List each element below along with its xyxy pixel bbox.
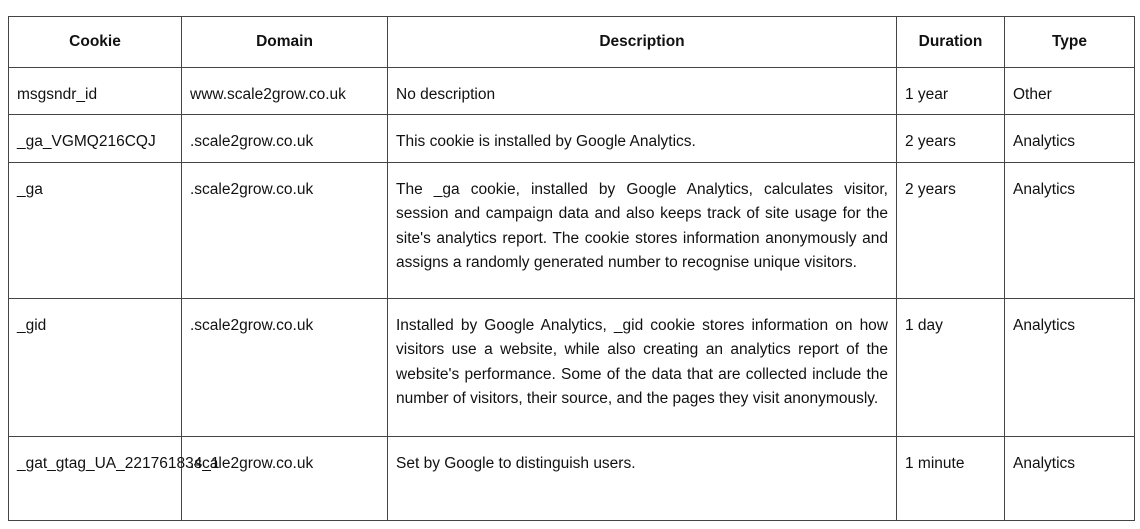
domain-cell: www.scale2grow.co.uk xyxy=(182,68,388,115)
description-cell: This cookie is installed by Google Analytics. xyxy=(388,115,897,163)
header-domain: Domain xyxy=(182,17,388,68)
table-row xyxy=(9,163,1135,299)
type-cell: Analytics xyxy=(1005,115,1135,163)
domain-cell: .scale2grow.co.uk xyxy=(182,437,388,521)
duration-cell: 2 years xyxy=(897,163,1005,299)
domain-cell: .scale2grow.co.uk xyxy=(182,115,388,163)
header-duration: Duration xyxy=(897,17,1005,68)
header-row xyxy=(9,17,1135,68)
type-cell: Analytics xyxy=(1005,299,1135,437)
domain-cell: .scale2grow.co.uk xyxy=(182,299,388,437)
table-row xyxy=(9,115,1135,163)
duration-cell: 1 minute xyxy=(897,437,1005,521)
table-row xyxy=(9,68,1135,115)
header-type: Type xyxy=(1005,17,1135,68)
cookie-name-cell: msgsndr_id xyxy=(9,68,182,115)
type-cell: Analytics xyxy=(1005,163,1135,299)
table-row xyxy=(9,437,1135,521)
description-cell: No description xyxy=(388,68,897,115)
type-cell: Analytics xyxy=(1005,437,1135,521)
duration-cell: 1 day xyxy=(897,299,1005,437)
description-cell: The _ga cookie, installed by Google Analytics, calculates visitor, session and campaign data and also keeps track of site usage for the site's analytics report. The cookie stores information anonymously and assigns a randomly generated number to recognise unique visitors. xyxy=(388,163,897,299)
description-cell: Set by Google to distinguish users. xyxy=(388,437,897,521)
duration-cell: 2 years xyxy=(897,115,1005,163)
header-description: Description xyxy=(388,17,897,68)
cookie-name-cell: _ga_VGMQ216CQJ xyxy=(9,115,182,163)
cookie-name-cell: _gat_gtag_UA_221761834_1 xyxy=(9,437,182,521)
header-cookie: Cookie xyxy=(9,17,182,68)
duration-cell: 1 year xyxy=(897,68,1005,115)
cookie-table xyxy=(8,16,1135,521)
cookie-name-cell: _gid xyxy=(9,299,182,437)
type-cell: Other xyxy=(1005,68,1135,115)
table-row xyxy=(9,299,1135,437)
domain-cell: .scale2grow.co.uk xyxy=(182,163,388,299)
description-cell: Installed by Google Analytics, _gid cookie stores information on how visitors use a website, while also creating an analytics report of the website's performance. Some of the data that are collected include the number of visitors, their source, and the pages they visit anonymously. xyxy=(388,299,897,437)
cookie-name-cell: _ga xyxy=(9,163,182,299)
